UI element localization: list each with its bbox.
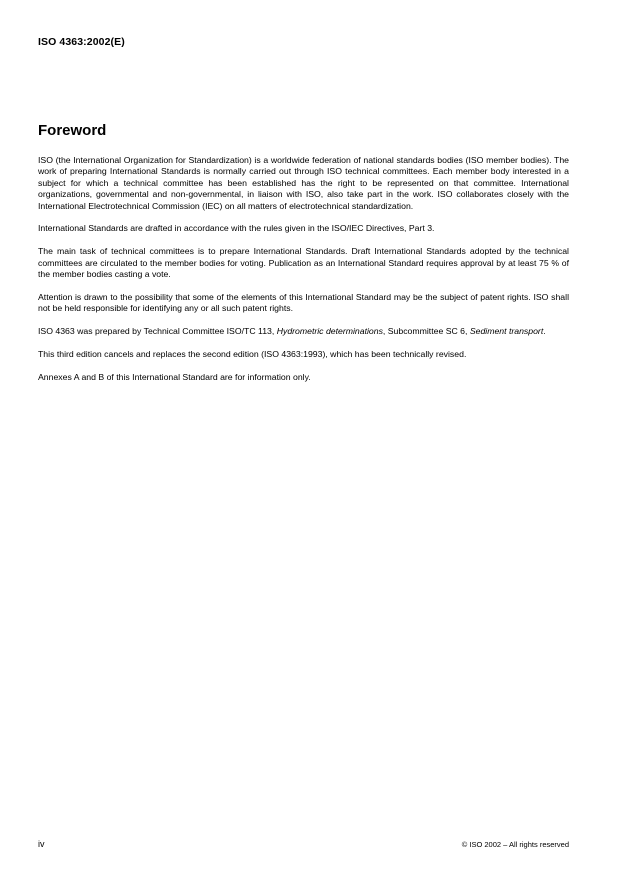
preparation-text-1: ISO 4363 was prepared by Technical Committee ISO/TC 113, bbox=[38, 326, 277, 337]
copyright-notice: © ISO 2002 – All rights reserved bbox=[461, 840, 569, 849]
paragraph-annexes-note: Annexes A and B of this International Standard are for information only. bbox=[38, 371, 311, 382]
subcommittee-title-italic: Sediment transport bbox=[469, 326, 544, 337]
paragraph-iso-description: ISO (the International Organization for Standardization) is a worldwide federation of national standards bodies (ISO member bodies). The work of preparing International Standards is normally carried out through ISO technical committees. Each member body interested in a subject for which a technical committee has been established has the right to be represented on that committee. International organizations, governmental and non-governmental, in liaison with ISO, also take part in the work. ISO collaborates closely with the International Electrotechnical Commission (IEC) on all matters of electrotechnical standardization. bbox=[38, 155, 569, 211]
paragraph-patent-notice: Attention is drawn to the possibility that some of the elements of this International Standard may be the subject of patent rights. ISO shall not be held responsible for identifying any or all such patent rights. bbox=[38, 291, 569, 314]
document-id-header: ISO 4363:2002(E) bbox=[38, 36, 125, 48]
page-title: Foreword bbox=[38, 122, 107, 139]
preparation-text-3: . bbox=[543, 326, 546, 337]
paragraph-edition-note: This third edition cancels and replaces the second edition (ISO 4363:1993), which has been technically revised. bbox=[38, 348, 467, 359]
paragraph-preparation bbox=[38, 326, 569, 337]
paragraph-drafting-rules: International Standards are drafted in accordance with the rules given in the ISO/IEC Directives, Part 3. bbox=[38, 223, 435, 234]
preparation-text-2: , Subcommittee SC 6, bbox=[382, 326, 470, 337]
committee-title-italic: Hydrometric determinations bbox=[276, 326, 383, 337]
foreword-body bbox=[38, 155, 569, 394]
paragraph-committee-task: The main task of technical committees is to prepare International Standards. Draft International Standards adopted by the technical committees are circulated to the member bodies for voting. Publication as an International Standard requires approval by at least 75 % of the member bodies casting a vote. bbox=[38, 246, 569, 280]
page-number: iv bbox=[38, 839, 45, 849]
